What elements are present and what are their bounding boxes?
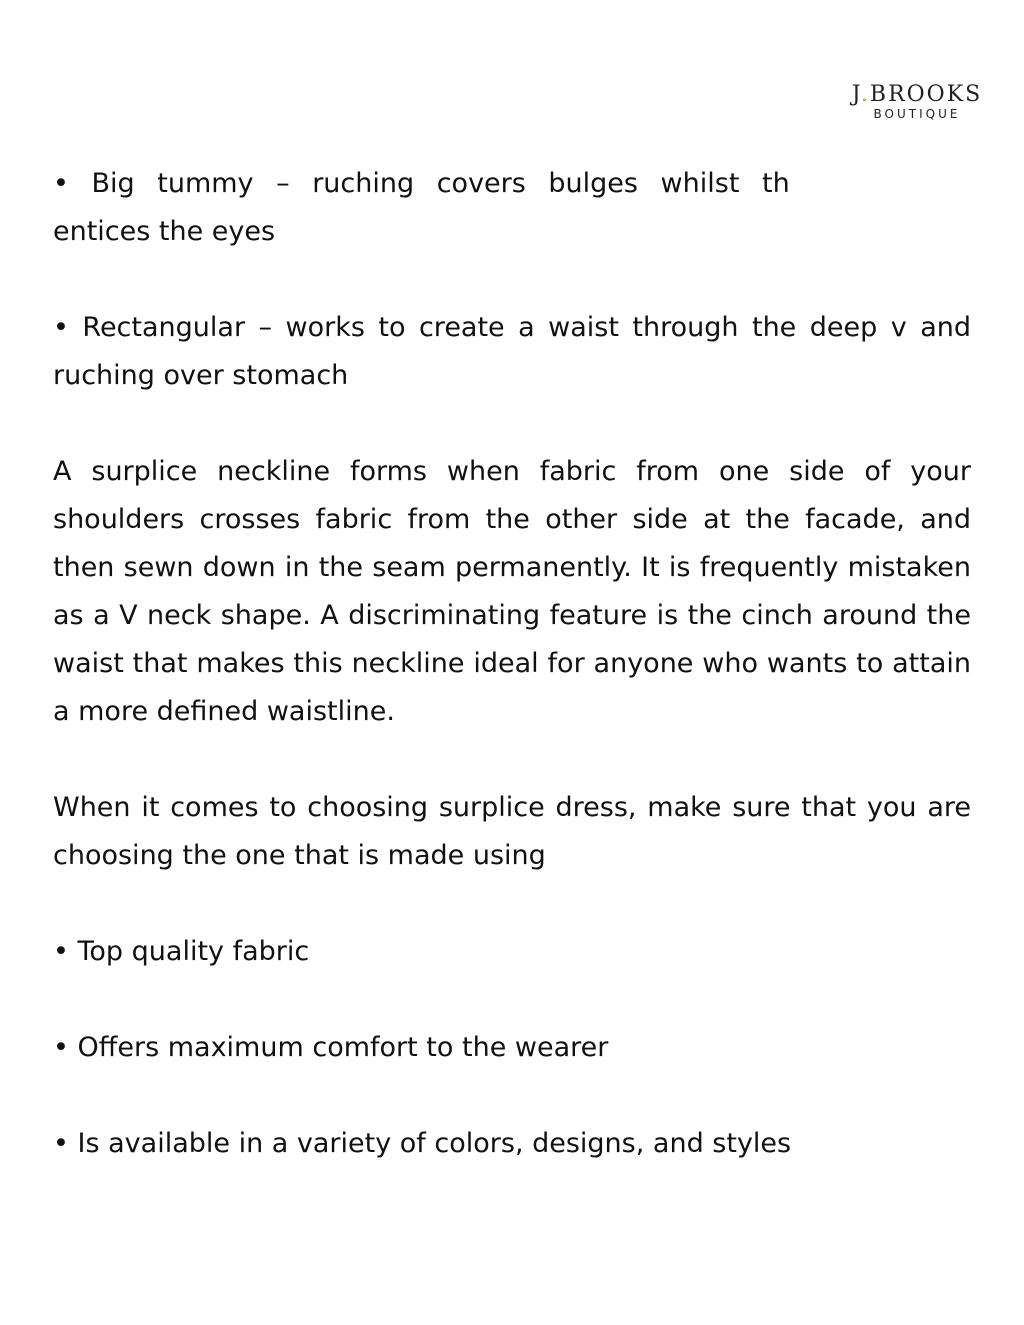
bullet-variety: • Is available in a variety of colors, designs, and styles [53,1128,792,1159]
logo-wordmark: J.BROOKS [851,82,983,107]
spacer [53,400,971,448]
logo-subtitle: BOUTIQUE [873,107,961,121]
brand-logo [832,84,1002,120]
spacer [53,736,971,784]
surplice-neckline-paragraph: A surplice neckline forms when fabric from one side of your shoulders crosses fabric from the other side at the facade, and then sewn down in the seam permanently. It is frequently mistaken as a V neck shape. A discriminating feature is the cinch around the waist that makes this neckline ideal for anyone who wants to attain a more defined waistline. [53,456,971,727]
spacer [53,976,971,1024]
spacer [53,256,971,304]
spacer [53,880,971,928]
bullet-rectangular: • Rectangular – works to create a waist through the deep v and ruching over stomach [53,312,971,391]
bullet-maximum-comfort: • Offers maximum comfort to the wearer [53,1032,609,1063]
spacer [53,1072,971,1120]
bullet-top-quality-fabric: • Top quality fabric [53,936,310,967]
bullet-big-tummy-line2: entices the eyes [53,216,276,247]
document-body [53,160,971,1168]
choosing-dress-paragraph: When it comes to choosing surplice dress, make sure that you are choosing the one that is made using [53,792,971,871]
bullet-big-tummy-line1: • Big tummy – ruching covers bulges whilst th [53,168,790,199]
